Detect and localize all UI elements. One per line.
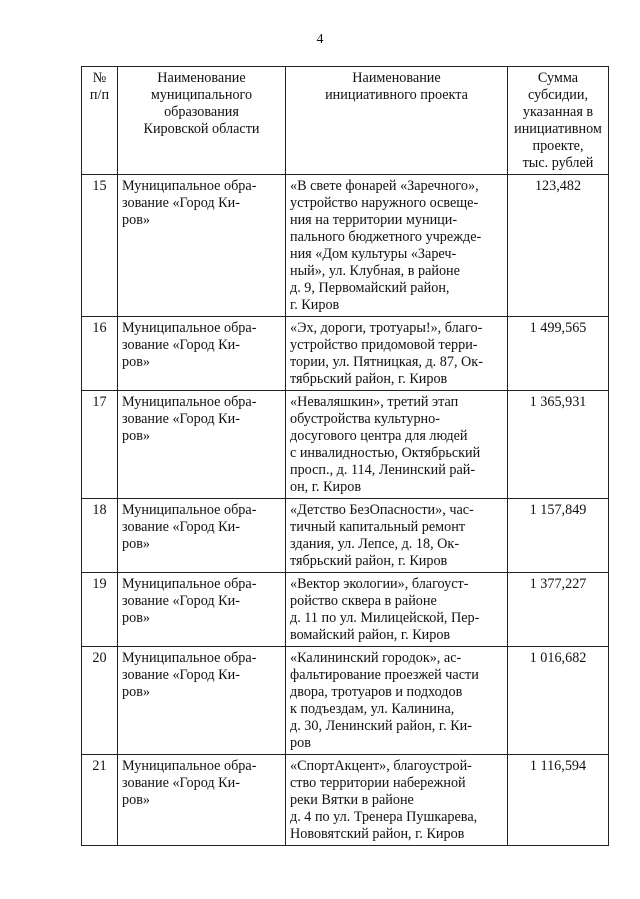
row-municipality: Муниципальное обра- зование «Город Ки- ров» — [118, 391, 286, 499]
row-sum: 123,482 — [508, 175, 609, 317]
row-municipality: Муниципальное обра- зование «Город Ки- ров» — [118, 755, 286, 846]
row-number: 16 — [82, 317, 118, 391]
row-project: «Детство БезОпасности», час- тичный капитальный ремонт здания, ул. Лепсе, д. 18, Ок- тябрьский район, г. Киров — [286, 499, 508, 573]
table-row — [82, 499, 609, 573]
row-project: «В свете фонарей «Заречного», устройство наружного освеще- ния на территории муници- пального бюджетного учрежде- ния «Дом культуры «Зареч- ный», ул. Клубная, в районе д. 9, Первомайский район, г. Киров — [286, 175, 508, 317]
row-municipality: Муниципальное обра- зование «Город Ки- ров» — [118, 499, 286, 573]
table-row — [82, 573, 609, 647]
row-sum: 1 016,682 — [508, 647, 609, 755]
table-row — [82, 175, 609, 317]
table-row — [82, 391, 609, 499]
subsidy-table — [81, 66, 609, 846]
table-row — [82, 317, 609, 391]
row-municipality: Муниципальное обра- зование «Город Ки- ров» — [118, 573, 286, 647]
header-project: Наименование инициативного проекта — [286, 67, 508, 175]
table-row — [82, 755, 609, 846]
row-sum: 1 377,227 — [508, 573, 609, 647]
row-municipality: Муниципальное обра- зование «Город Ки- ров» — [118, 317, 286, 391]
page-number: 4 — [316, 32, 324, 47]
row-sum: 1 499,565 — [508, 317, 609, 391]
row-number: 21 — [82, 755, 118, 846]
row-number: 19 — [82, 573, 118, 647]
header-municipality: Наименование муниципального образования Кировской области — [118, 67, 286, 175]
row-number: 15 — [82, 175, 118, 317]
row-project: «Калининский городок», ас- фальтирование проезжей части двора, тротуаров и подходов к подъездам, ул. Калинина, д. 30, Ленинский район, г. Ки- ров — [286, 647, 508, 755]
row-project: «Эх, дороги, тротуары!», благо- устройство придомовой терри- тории, ул. Пятницкая, д. 87, Ок- тябрьский район, г. Киров — [286, 317, 508, 391]
table-row — [82, 647, 609, 755]
table-header-row — [82, 67, 609, 175]
row-number: 18 — [82, 499, 118, 573]
header-number: № п/п — [82, 67, 118, 175]
row-municipality: Муниципальное обра- зование «Город Ки- ров» — [118, 175, 286, 317]
row-sum: 1 116,594 — [508, 755, 609, 846]
row-sum: 1 157,849 — [508, 499, 609, 573]
row-project: «Вектор экологии», благоуст- ройство сквера в районе д. 11 по ул. Милицейской, Пер- вомайский район, г. Киров — [286, 573, 508, 647]
header-sum: Сумма субсидии, указанная в инициативном проекте, тыс. рублей — [508, 67, 609, 175]
row-municipality: Муниципальное обра- зование «Город Ки- ров» — [118, 647, 286, 755]
row-sum: 1 365,931 — [508, 391, 609, 499]
row-number: 20 — [82, 647, 118, 755]
row-project: «Неваляшкин», третий этап обустройства культурно- досугового центра для людей с инвалидностью, Октябрьский просп., д. 114, Ленинский рай- он, г. Киров — [286, 391, 508, 499]
row-project: «СпортАкцент», благоустрой- ство территории набережной реки Вятки в районе д. 4 по ул. Тренера Пушкарева, Нововятский район, г. Киров — [286, 755, 508, 846]
row-number: 17 — [82, 391, 118, 499]
